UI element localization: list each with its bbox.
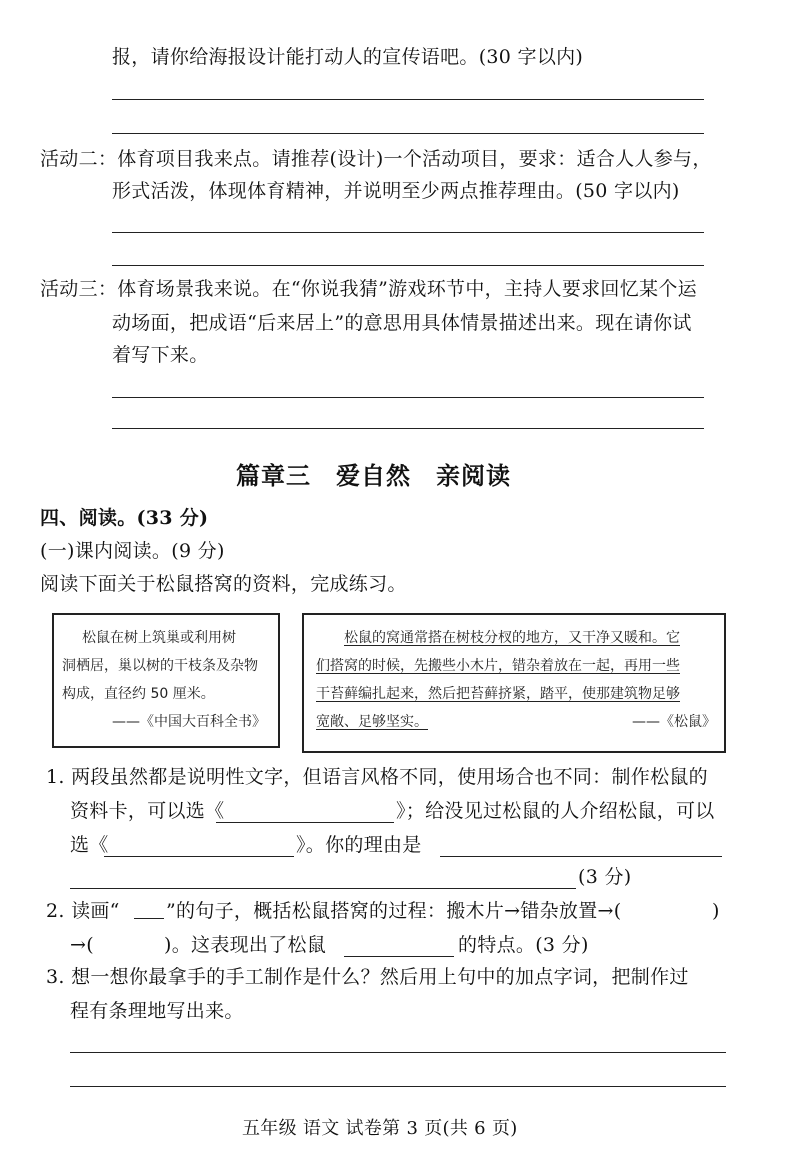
question-2-line1a: 2. 读画“ [46,900,120,922]
question-2-line2a: →( [70,934,94,956]
question-1-score: (3 分) [578,866,632,888]
slogan-prompt: 报，请你给海报设计能打动人的宣传语吧。(30 字以内) [112,46,584,68]
answer-line[interactable] [112,99,704,100]
question-2-line1b: ”的句子，概括松鼠搭窝的过程：搬木片→错杂放置→( [166,900,622,922]
question-2-line1c: ) [712,900,720,922]
answer-line[interactable] [112,133,704,134]
question-1-line3a: 选《 [70,834,109,856]
excerpt-line: 松鼠在树上筑巢或利用树 [82,630,236,646]
excerpt-line: 构成，直径约 50 厘米。 [62,686,215,702]
excerpt-line: 松鼠的窝通常搭在树枝分杈的地方，又干净又暖和。它 [344,630,680,646]
excerpt-box-squirrel [302,613,726,753]
excerpt-line: 们搭窝的时候，先搬些小木片，错杂着放在一起，再用一些 [316,658,680,674]
answer-blank[interactable] [440,856,722,857]
question-1-line2a: 资料卡，可以选《 [70,800,225,822]
question-3-line2: 程有条理地写出来。 [70,1000,244,1022]
answer-blank[interactable] [104,856,294,857]
answer-line[interactable] [70,1086,726,1087]
reading-intro: 阅读下面关于松鼠搭窝的资料，完成练习。 [40,573,407,595]
question-1-line3b: 》。你的理由是 [296,834,422,856]
chapter-title: 篇章三 爱自然 亲阅读 [236,461,511,490]
answer-line[interactable] [112,397,704,398]
answer-line[interactable] [112,265,704,266]
question-1-line1: 1. 两段虽然都是说明性文字，但语言风格不同，使用场合也不同：制作松鼠的 [46,766,708,788]
question-3-line1: 3. 想一想你最拿手的手工制作是什么？然后用上句中的加点字词，把制作过 [46,966,689,988]
question-1-line2b: 》；给没见过松鼠的人介绍松鼠，可以 [396,800,715,822]
answer-blank[interactable] [134,918,164,919]
excerpt-source: ——《松鼠》 [632,714,716,730]
answer-blank[interactable] [70,888,576,889]
page-footer: 五年级 语文 试卷第 3 页(共 6 页) [242,1118,518,1139]
section-title: 四、阅读。(33 分) [40,507,209,529]
answer-line[interactable] [70,1052,726,1053]
activity2-line1: 活动二：体育项目我来点。请推荐(设计)一个活动项目，要求：适合人人参与， [40,148,712,170]
excerpt-source: ——《中国大百科全书》 [112,714,266,730]
subsection-title: (一)课内阅读。(9 分) [40,540,225,562]
question-2-line2c: 的特点。(3 分) [458,934,589,956]
answer-line[interactable] [112,232,704,233]
answer-line[interactable] [112,428,704,429]
excerpt-box-encyclopedia [52,613,280,748]
answer-blank[interactable] [344,956,454,957]
activity3-line2: 动场面，把成语“后来居上”的意思用具体情景描述出来。现在请你试 [112,312,692,334]
activity3-line3: 着写下来。 [112,344,209,366]
excerpt-line: 洞栖居，巢以树的干枝条及杂物 [62,658,258,674]
activity2-line2: 形式活泼，体现体育精神，并说明至少两点推荐理由。(50 字以内) [112,180,680,202]
excerpt-line: 干苔藓编扎起来，然后把苔藓挤紧，踏平，使那建筑物足够 [316,686,680,702]
excerpt-line: 宽敞、足够坚实。 [316,714,428,730]
question-2-line2b: )。这表现出了松鼠 [164,934,327,956]
activity3-line1: 活动三：体育场景我来说。在“你说我猜”游戏环节中，主持人要求回忆某个运 [40,278,697,300]
answer-blank[interactable] [216,822,394,823]
